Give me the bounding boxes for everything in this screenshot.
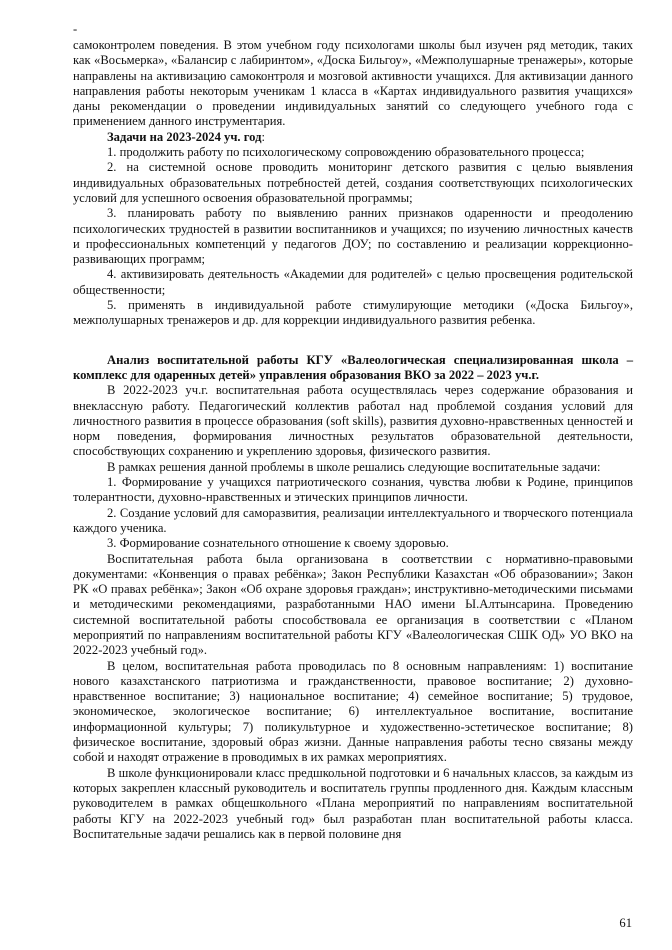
body-paragraph-2: В рамках решения данной проблемы в школе решались следующие воспитательные задачи: [107, 459, 601, 474]
top-dash-mark: - [73, 22, 78, 36]
paragraph-continuation: самоконтролем поведения. В этом учебном году психологами школы был изучен ряд методик, таких как «Восьмерка», «Балансир с лабиринтом», «Доска Бильгоу», «Межполушарные тренажеры», которые направлены на активизацию самоконтроля и мозговой активности учащихся. Для активизации данного направления работы некоторым ученикам 1 класса в «Картах индивидуального развития учащихся» даны рекомендации о проведении индивидуальных занятий со следующего учебного года с применением данного инструментария. [73, 38, 633, 129]
task-item-1: 1. продолжить работу по психологическому сопровождению образовательного процесса; [107, 145, 585, 160]
task-item-4: 4. активизировать деятельность «Академии для родителей» с целью просвещения родительской общественности; [73, 267, 633, 297]
body-paragraph-4: 2. Создание условий для саморазвития, реализации интеллектуального и творческого потенциала каждого ученика. [73, 505, 633, 535]
section-gap [73, 329, 633, 353]
section-title: Анализ воспитательной работы КГУ «Валеологическая специализированная школа – комплекс для одаренных детей» управления образования ВКО за 2022 – 2023 уч.г. [73, 352, 633, 382]
task-item-5: 5. применять в индивидуальной работе стимулирующие методики («Доска Бильгоу», межполушарных тренажеров и др. для коррекции индивидуального развития ребенка. [73, 298, 633, 328]
task-item-2: 2. на системной основе проводить мониторинг детского развития с целью выявления индивидуальных образовательных потребностей детей, создания соответствующих психологических условий для успешного освоения образовательной программы; [73, 160, 633, 205]
body-paragraph-6: Воспитательная работа была организована в соответствии с нормативно-правовыми документами: «Конвенция о правах ребёнка»; Закон Республики Казахстан «Об образовании»; Закон РК «О правах ребёнка»; Закон «Об охране здоровья граждан»; инструктивно-методическими письмами и методическими рекомендациями, разработанными НАО имени Ы.Алтынсарина. Проведению системной воспитательной работы способствовала ее организация в соответствии с «Планом мероприятий по направлениям воспитательной работы КГУ «Валеологическая СШК ОД» УО ВКО на 2022-2023 учебный год». [73, 551, 633, 658]
body-paragraph-5: 3. Формирование сознательного отношение к своему здоровью. [107, 536, 449, 551]
body-paragraph-1: В 2022-2023 уч.г. воспитательная работа осуществлялась через содержание образования и внеклассную работу. Педагогический коллектив работал над проблемой создания условий для личностного развития в процессе образования (soft skills), развития духовно-нравственных ценностей и норм поведения, формирования личностных результатов образовательной деятельности, способствующих сохранению и укреплению здоровья, физического развития. [73, 383, 633, 459]
body-paragraph-8: В школе функционировали класс предшкольной подготовки и 6 начальных классов, за каждым из которых закреплен классный руководитель и воспитатель группы продленного дня. Каждым классным руководителем в рамках общешкольного «Плана мероприятий по направлениям воспитательной работы КГУ на 2022-2023 учебный год» был разработан план воспитательной работы класса. Воспитательные задачи решались как в первой половине дня [73, 765, 633, 841]
tasks-heading-line [73, 130, 633, 145]
page-number: 61 [619, 916, 632, 930]
task-item-3: 3. планировать работу по выявлению ранних признаков одаренности и преодолению психологических трудностей в развитии воспитанников и учащихся; по изучению личностных качеств и профессиональных компетенций у педагогов ДОУ; по составлению и реализации коррекционно-развивающих программ; [73, 206, 633, 267]
body-paragraph-7: В целом, воспитательная работа проводилась по 8 основным направлениям: 1) воспитание нового казахстанского патриотизма и гражданственности, правовое воспитание; 2) духовно-нравственное воспитание; 3) национальное воспитание; 4) семейное воспитание; 5) трудовое, экономическое, экологическое воспитание; 6) интеллектуальное воспитание, воспитание информационной культуры; 7) поликультурное и художественно-эстетическое воспитание; 8) физическое воспитание, здоровый образ жизни. Данные направления работы тесно связаны между собой и находят отражение в проводимых в их рамках мероприятиях. [73, 658, 633, 765]
tasks-heading: Задачи на 2023-2024 уч. год [107, 129, 262, 144]
page-content [73, 38, 633, 842]
body-paragraph-3: 1. Формирование у учащихся патриотического сознания, чувства любви к Родине, принципов толерантности, духовно-нравственных и этических принципов личности. [73, 475, 633, 505]
tasks-heading-colon: : [261, 129, 265, 144]
